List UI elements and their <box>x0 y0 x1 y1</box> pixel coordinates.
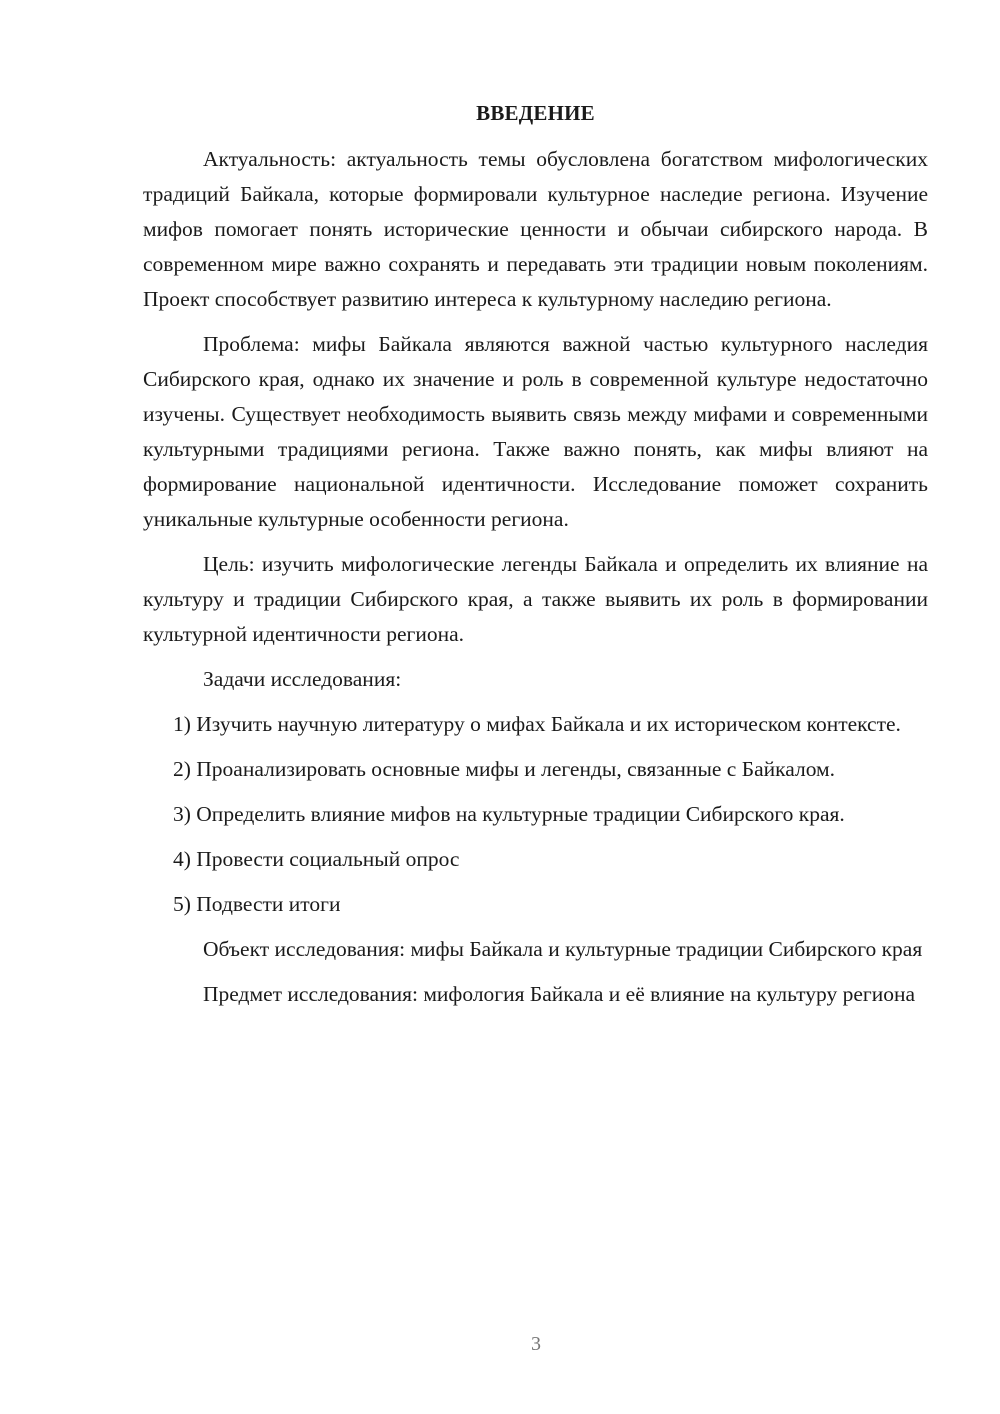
paragraph-relevance: Актуальность: актуальность темы обусловлена богатством мифологических традиций Байкала, которые формировали культурное наследие региона. Изучение мифов помогает понять исторические ценности и обычаи сибирского народа. В современном мире важно сохранять и передавать эти традиции новым поколениям. Проект способствует развитию интереса к культурному наследию региона. <box>143 147 928 311</box>
task-item-2: 2) Проанализировать основные мифы и легенды, связанные с Байкалом. <box>173 757 836 781</box>
paragraph-subject: Предмет исследования: мифология Байкала и её влияние на культуру региона <box>203 982 916 1006</box>
paragraph-object: Объект исследования: мифы Байкала и культурные традиции Сибирского края <box>203 937 923 961</box>
page-title: ВВЕДЕНИЕ <box>476 101 595 125</box>
tasks-heading: Задачи исследования: <box>203 667 402 691</box>
paragraph-problem: Проблема: мифы Байкала являются важной частью культурного наследия Сибирского края, однако их значение и роль в современной культуре недостаточно изучены. Существует необходимость выявить связь между мифами и современными культурными традициями региона. Также важно понять, как мифы влияют на формирование национальной идентичности. Исследование поможет сохранить уникальные культурные особенности региона. <box>143 332 928 531</box>
task-item-1: 1) Изучить научную литературу о мифах Байкала и их историческом контексте. <box>173 712 901 736</box>
task-item-4: 4) Провести социальный опрос <box>173 847 460 871</box>
task-item-5: 5) Подвести итоги <box>173 892 341 916</box>
task-item-3: 3) Определить влияние мифов на культурные традиции Сибирского края. <box>173 802 845 826</box>
page-number: 3 <box>531 1333 541 1355</box>
page-content <box>143 96 928 1022</box>
paragraph-goal: Цель: изучить мифологические легенды Байкала и определить их влияние на культуру и традиции Сибирского края, а также выявить их роль в формировании культурной идентичности региона. <box>143 552 928 646</box>
